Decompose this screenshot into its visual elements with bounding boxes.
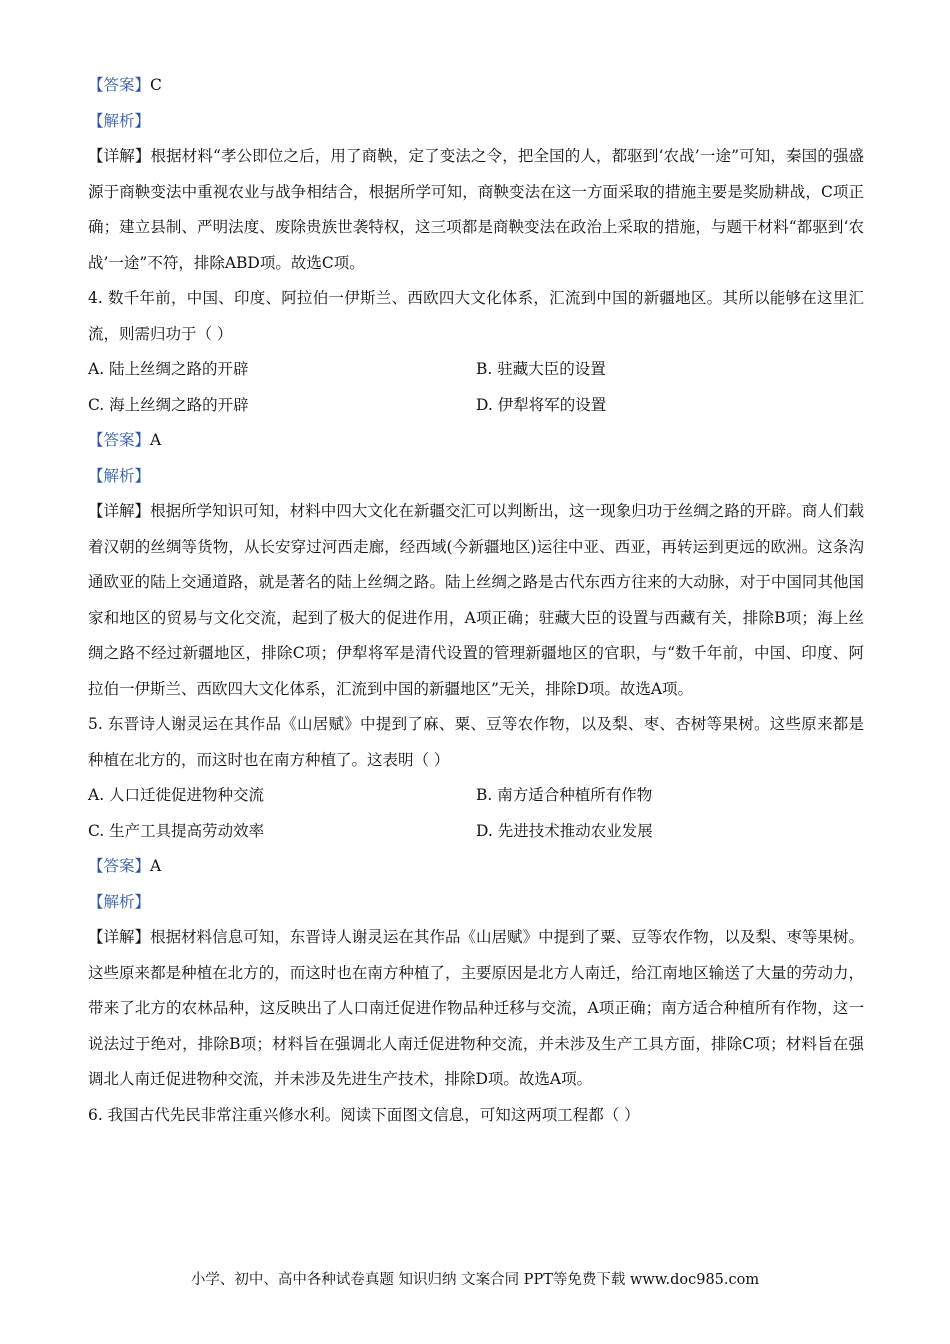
q5-detail-text: 根据材料信息可知，东晋诗人谢灵运在其作品《山居赋》中提到了粟、豆等农作物，以及梨、枣等果树。这些原来都是种植在北方的，而这时也在南方种植了，主要原因是北方人南迁，给江南地区输送了大量的劳动力，带来了北方的农林品种，这反映出了人口南迁促进作物品种迁移与交流，A项正确；南方适合种植所有作物，这一说法过于绝对，排除B项；材料旨在强调北人南迁促进物种交流，并未涉及生产工具方面，排除C项；材料旨在强调北人南迁促进物种交流，并未涉及先进生产技术，排除D项。故选A项。 [88,928,864,1088]
q4-detail [88,494,864,707]
analysis-tag: 【解析】 [88,111,151,130]
answer-tag: 【答案】 [88,76,151,94]
q4-answer: A [150,431,162,449]
q5-option-a: A. 人口迁徙促进物种交流 [88,786,265,804]
analysis-tag: 【解析】 [88,466,151,485]
q3-analysis-line [88,104,864,140]
q4-options-row-2 [88,388,864,424]
analysis-tag: 【解析】 [88,892,151,911]
q4-option-c: C. 海上丝绸之路的开辟 [88,395,249,414]
detail-tag: 【详解】 [88,928,151,946]
answer-tag: 【答案】 [88,857,151,875]
q5-option-c: C. 生产工具提高劳动效率 [88,821,265,840]
q3-detail-text: 根据材料“孝公即位之后，用了商鞅，定了变法之令，把全国的人，都驱到‘农战’一途”可知，秦国的强盛源于商鞅变法中重视农业与战争相结合，根据所学可知，商鞅变法在这一方面采取的措施主要是奖励耕战，C项正确；建立县制、严明法度、废除贵族世袭特权，这三项都是商鞅变法在政治上采取的措施，与题干材料“都驱到‘农战’一途”不符，排除ABD项。故选C项。 [88,147,864,272]
q4-option-b: B. 驻藏大臣的设置 [476,360,606,378]
q5-answer-line [88,849,864,885]
q5-option-d: D. 先进技术推动农业发展 [476,821,653,840]
page-footer: 小学、初中、高中各种试卷真题 知识归纳 文案合同 PPT等免费下载 www.doc985.com [190,1272,760,1288]
q5-options-row-1 [88,778,864,814]
q5-analysis-line [88,885,864,921]
q3-answer-line [88,68,864,104]
q4-detail-text: 根据所学知识可知，材料中四大文化在新疆交汇可以判断出，这一现象归功于丝绸之路的开辟。商人们载着汉朝的丝绸等货物，从长安穿过河西走廊，经西域(今新疆地区)运往中亚、西亚，再转运到更远的欧洲。这条沟通欧亚的陆上交通道路，就是著名的陆上丝绸之路。陆上丝绸之路是古代东西方往来的大动脉，对于中国同其他国家和地区的贸易与文化交流，起到了极大的促进作用，A项正确；驻藏大臣的设置与西藏有关，排除B项；海上丝绸之路不经过新疆地区，排除C项；伊犁将军是清代设置的管理新疆地区的官职，与“数千年前，中国、印度、阿拉伯一伊斯兰、西欧四大文化体系，汇流到中国的新疆地区”无关，排除D项。故选A项。 [88,502,864,698]
detail-tag: 【详解】 [88,502,151,520]
q5-option-b: B. 南方适合种植所有作物 [476,786,653,804]
q6-stem: 6. 我国古代先民非常注重兴修水利。阅读下面图文信息，可知这两项工程都（ ） [88,1105,640,1124]
q4-option-d: D. 伊犁将军的设置 [476,395,607,414]
document-page [88,68,864,1133]
answer-tag: 【答案】 [88,431,151,449]
q5-stem: 5. 东晋诗人谢灵运在其作品《山居赋》中提到了麻、粟、豆等农作物，以及梨、枣、杏树等果树。这些原来都是种植在北方的，而这时也在南方种植了。这表明（ ） [88,715,864,769]
q4-option-a: A. 陆上丝绸之路的开辟 [88,360,249,378]
q5-options-row-2 [88,814,864,850]
q4-analysis-line [88,459,864,495]
q3-answer: C [150,76,162,94]
q3-detail [88,139,864,281]
q5-detail [88,920,864,1098]
detail-tag: 【详解】 [88,147,151,165]
q5-answer: A [150,857,162,875]
q4-options-row-1 [88,352,864,388]
q4-stem: 4. 数千年前，中国、印度、阿拉伯一伊斯兰、西欧四大文化体系，汇流到中国的新疆地区。其所以能够在这里汇流，则需归功于（ ） [88,289,864,343]
q4-answer-line [88,423,864,459]
